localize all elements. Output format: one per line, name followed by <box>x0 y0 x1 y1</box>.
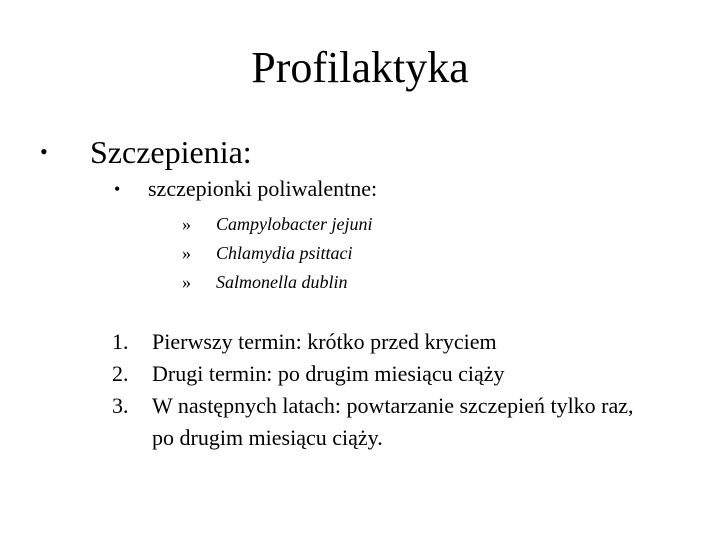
slide-title: Profilaktyka <box>251 43 469 92</box>
bullet-icon: • <box>40 139 48 164</box>
bullet-icon: • <box>114 179 121 199</box>
bullet-text: Szczepienia: <box>90 134 252 170</box>
pathogen-name: Chlamydia psittaci <box>216 243 353 263</box>
item-text-continued: po drugim miesiącu ciąży. <box>152 425 383 450</box>
item-number: 2. <box>112 361 129 386</box>
pathogen-name: Salmonella dublin <box>216 272 348 292</box>
item-text: W następnych latach: powtarzanie szczepień tylko raz, <box>152 393 634 418</box>
schedule-item <box>112 358 634 390</box>
schedule-item <box>112 390 634 454</box>
raquo-icon: » <box>182 272 191 292</box>
item-number: 1. <box>112 329 129 354</box>
raquo-icon: » <box>182 214 191 234</box>
pathogen-name: Campylobacter jejuni <box>216 214 373 234</box>
sub-bullet-text: szczepionki poliwalentne: <box>148 176 378 201</box>
item-text: Pierwszy termin: krótko przed kryciem <box>152 329 497 354</box>
schedule-list <box>112 326 634 454</box>
item-text: Drugi termin: po drugim miesiącu ciąży <box>152 361 505 386</box>
raquo-icon: » <box>182 243 191 263</box>
schedule-item <box>112 326 634 358</box>
item-number: 3. <box>112 393 129 418</box>
